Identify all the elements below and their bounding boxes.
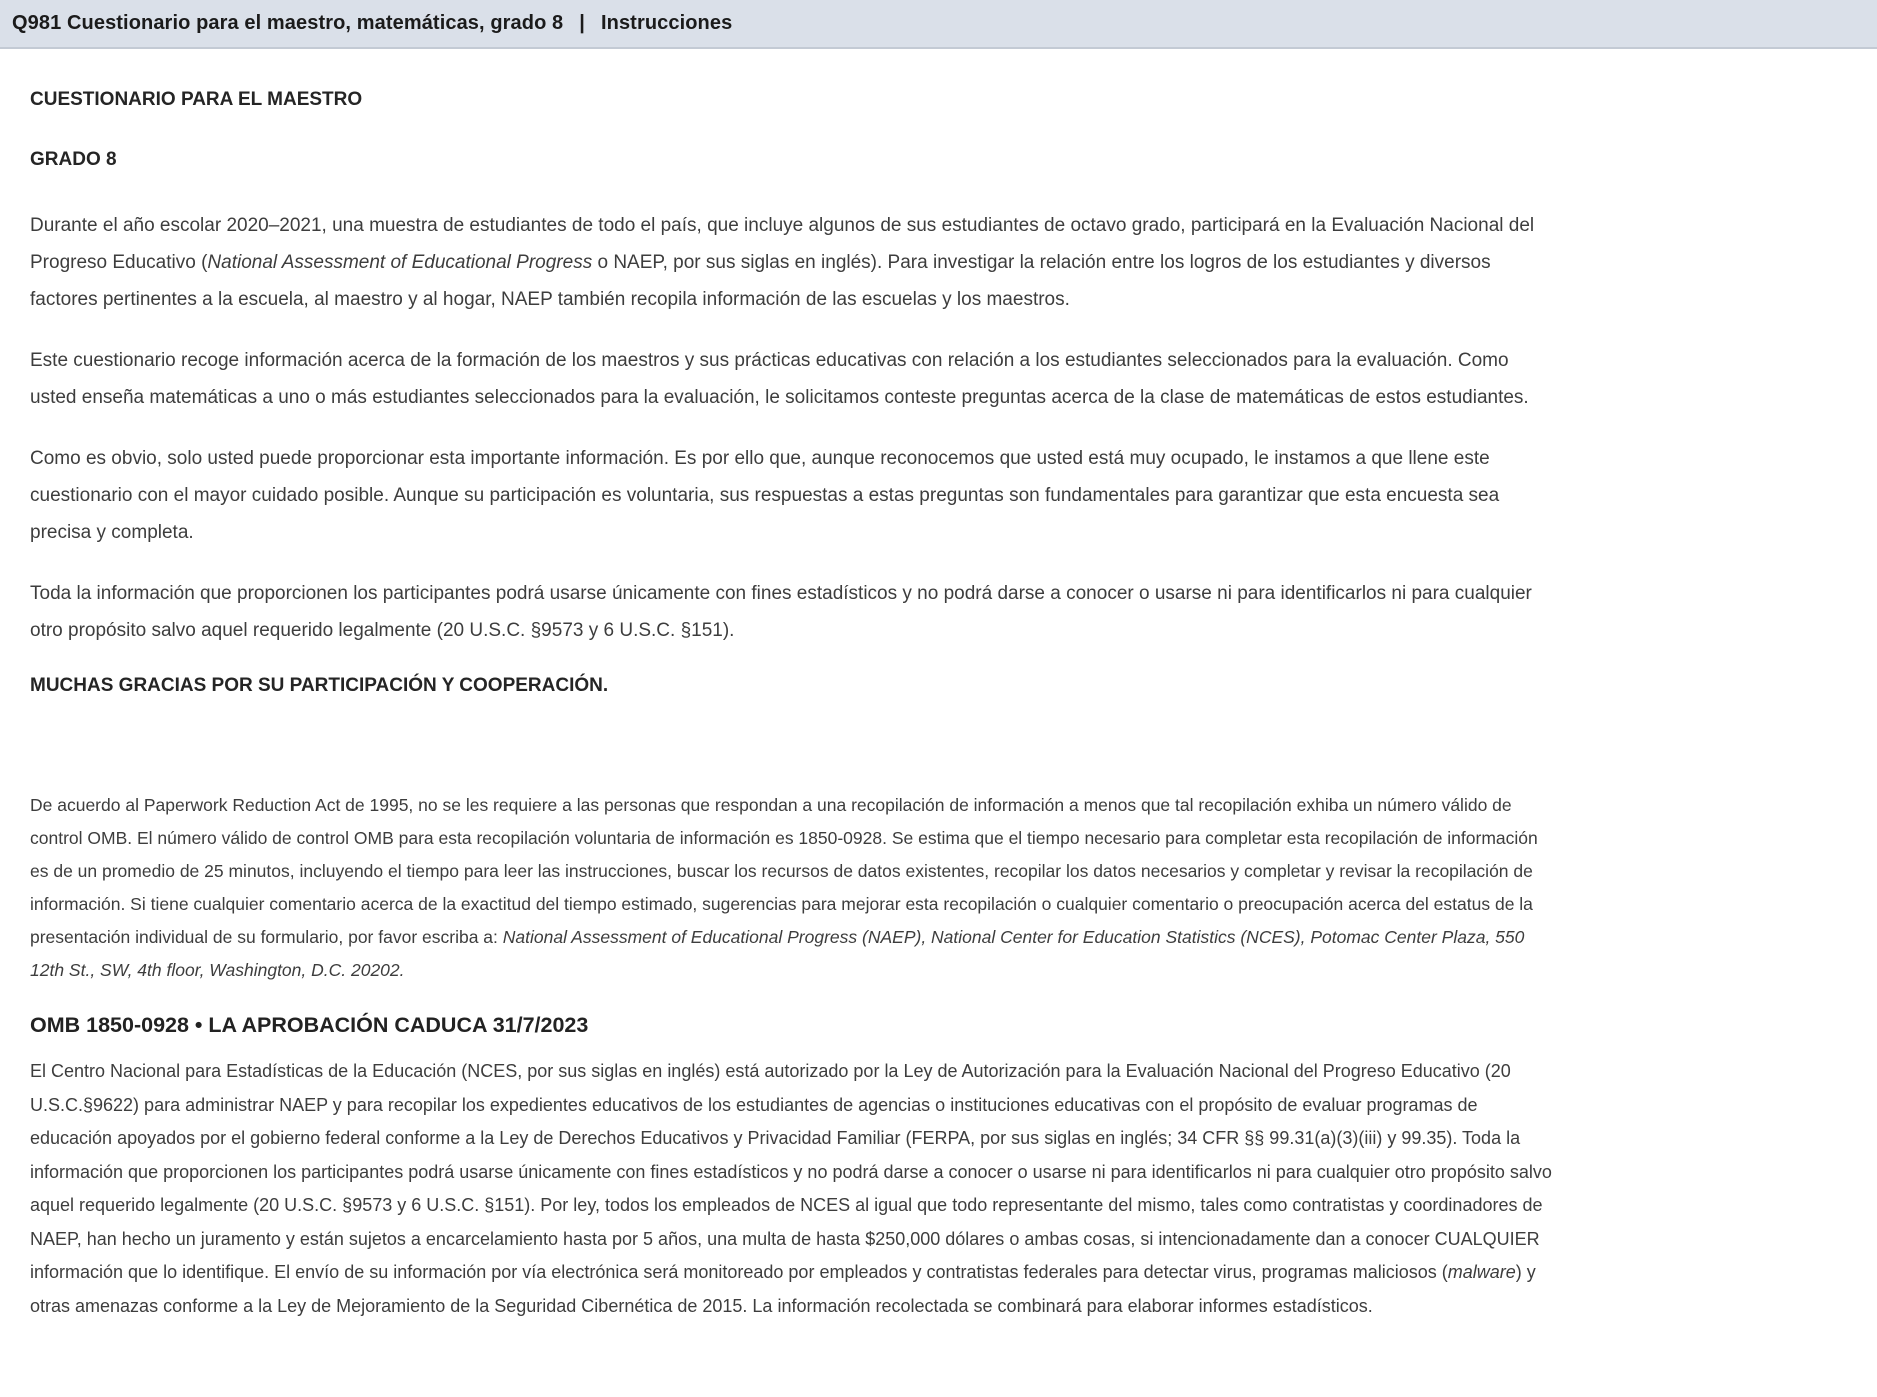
document-body	[30, 49, 1552, 1323]
text-segment: Este cuestionario recoge información acerca de la formación de los maestros y sus prácticas educativas con relación a los estudiantes seleccionados para la evaluación. Como usted enseña matemáticas a uno o más estudiantes seleccionados para la evaluación, le solicitamos conteste preguntas acerca de la clase de matemáticas de estos estudiantes.	[30, 350, 1529, 408]
paragraph	[30, 1055, 1552, 1323]
paragraph	[30, 342, 1552, 416]
section-heading: GRADO 8	[30, 149, 117, 170]
paragraph	[30, 575, 1552, 649]
text-segment: Toda la información que proporcionen los participantes podrá usarse únicamente con fines estadísticos y no podrá darse a conocer o usarse ni para identificarlos ni para cualquier otro propósito salvo aquel requerido legalmente (20 U.S.C. §9573 y 6 U.S.C. §151).	[30, 583, 1532, 641]
text-segment: Como es obvio, solo usted puede proporcionar esta importante información. Es por ello que, aunque reconocemos que usted está muy ocupado, le instamos a que llene este cuestionario con el mayor cuidado posible. Aunque su participación es voluntaria, sus respuestas a estas preguntas son fundamentales para garantizar que esta encuesta sea precisa y completa.	[30, 448, 1500, 543]
italic-text-segment: malware	[1447, 1262, 1516, 1282]
header-title: Q981 Cuestionario para el maestro, matemáticas, grado 8	[12, 12, 564, 34]
text-segment: El Centro Nacional para Estadísticas de la Educación (NCES, por sus siglas en inglés) está autorizado por la Ley de Autorización para la Evaluación Nacional del Progreso Educativo (20 U.S.C.§9622) para administrar NAEP y para recopilar los expedientes educativos de los estudiantes de agencias o instituciones educativas con el propósito de evaluar programas de educación apoyados por el gobierno federal conforme a la Ley de Derechos Educativos y Privacidad Familiar (FERPA, por sus siglas en inglés; 34 CFR §§ 99.31(a)(3)(iii) y 99.35). Toda la información que proporcionen los participantes podrá usarse únicamente con fines estadísticos y no podrá darse a conocer o usarse ni para identificarlos ni para cualquier otro propósito salvo aquel requerido legalmente (20 U.S.C. §9573 y 6 U.S.C. §151). Por ley, todos los empleados de NCES al igual que todo representante del mismo, tales como contratistas y coordinadores de NAEP, han hecho un juramento y están sujetos a encarcelamiento hasta por 5 años, una multa de hasta $250,000 dólares o ambas cosas, si intencionadamente dan a conocer CUALQUIER información que lo identifique. El envío de su información por vía electrónica será monitoreado por empleados y contratistas federales para detectar virus, programas maliciosos (	[30, 1061, 1552, 1282]
header-section-label: Instrucciones	[600, 12, 733, 34]
italic-text-segment: National Assessment of Educational Progress (NAEP), National Center for Education Statistics (NCES), Potomac Center Plaza, 550 12th St., SW, 4th floor, Washington, D.C. 20202.	[30, 927, 1525, 980]
section-heading: CUESTIONARIO PARA EL MAESTRO	[30, 89, 363, 110]
app-header	[0, 0, 1877, 49]
paragraph	[30, 440, 1552, 551]
text-segment: ) y otras amenazas conforme a la Ley de Mejoramiento de la Seguridad Cibernética de 2015. La información recolectada se combinará para elaborar informes estadísticos.	[30, 1262, 1536, 1316]
header-separator: |	[579, 12, 585, 34]
text-segment: Durante el año escolar 2020–2021, una muestra de estudiantes de todo el país, que incluye algunos de sus estudiantes de octavo grado, participará en la Evaluación Nacional del Progreso Educativo (	[30, 215, 1535, 273]
italic-text-segment: National Assessment of Educational Progress	[207, 252, 593, 273]
text-segment: o NAEP, por sus siglas en inglés). Para investigar la relación entre los logros de los estudiantes y diversos factores pertinentes a la escuela, al maestro y al hogar, NAEP también recopila información de las escuelas y los maestros.	[30, 252, 1491, 310]
section-heading: MUCHAS GRACIAS POR SU PARTICIPACIÓN Y COOPERACIÓN.	[30, 675, 609, 696]
paragraph	[30, 207, 1552, 318]
text-segment: De acuerdo al Paperwork Reduction Act de 1995, no se les requiere a las personas que respondan a una recopilación de información a menos que tal recopilación exhiba un número válido de control OMB. El número válido de control OMB para esta recopilación voluntaria de información es 1850-0928. Se estima que el tiempo necesario para completar esta recopilación de información es de un promedio de 25 minutos, incluyendo el tiempo para leer las instrucciones, buscar los recursos de datos existentes, recopilar los datos necesarios y completar y revisar la recopilación de información. Si tiene cualquier comentario acerca de la exactitud del tiempo estimado, sugerencias para mejorar esta recopilación o cualquier comentario o preocupación acerca del estatus de la presentación individual de su formulario, por favor escriba a:	[30, 795, 1538, 947]
section-heading: OMB 1850-0928 • LA APROBACIÓN CADUCA 31/7/2023	[30, 1013, 589, 1037]
paragraph	[30, 789, 1552, 987]
